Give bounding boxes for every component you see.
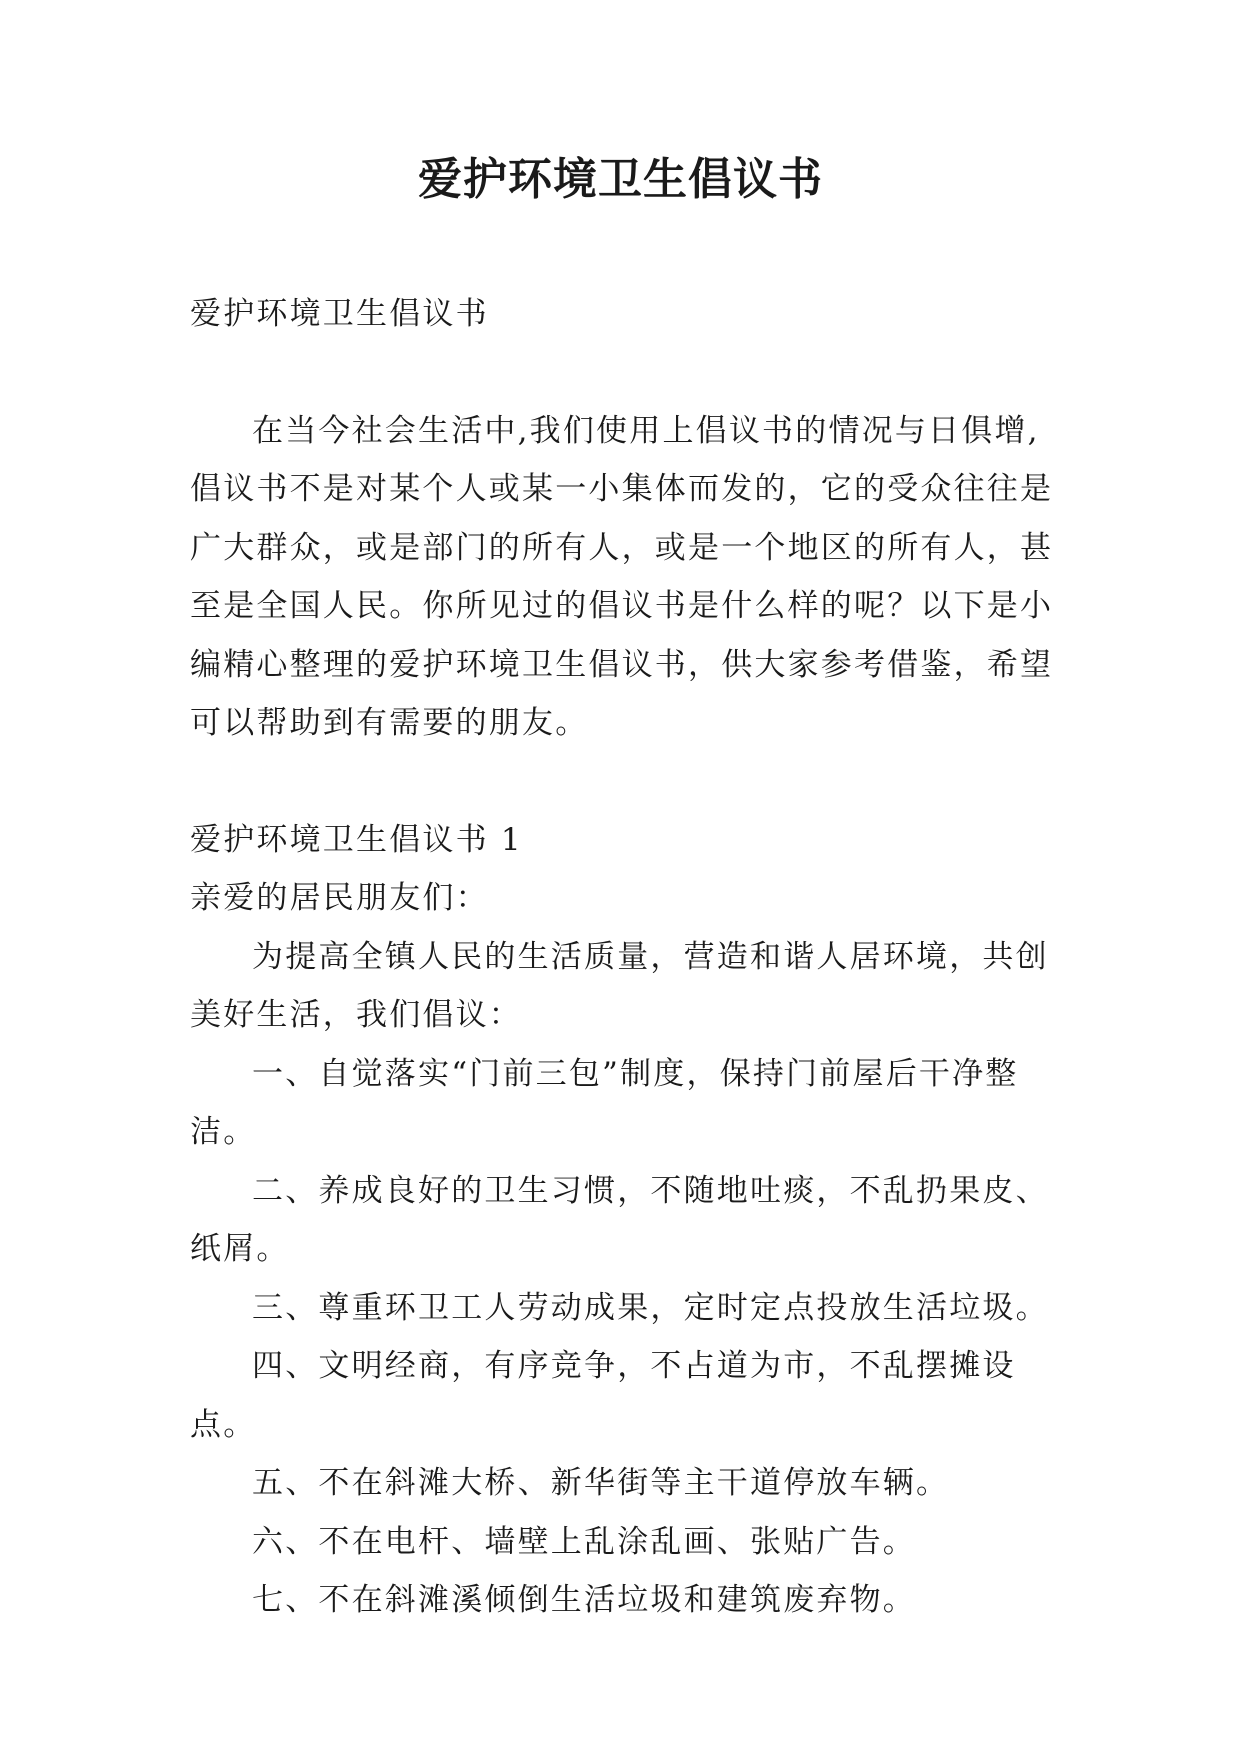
proposal-item-7: 七、不在斜滩溪倾倒生活垃圾和建筑废弃物。 [252,1582,916,1618]
document-subtitle: 爱护环境卫生倡议书 [190,296,489,332]
intro-paragraph: 在当今社会生活中,我们使用上倡议书的情况与日俱增,倡议书不是对某个人或某一小集体而发的，它的受众往往是广大群众，或是部门的所有人，或是一个地区的所有人，甚至是全国人民。你所见过的倡议书是什么样的呢？以下是小编精心整理的爱护环境卫生倡议书，供大家参考借鉴，希望可以帮助到有需要的朋友。 [190,412,1054,741]
document-body [190,285,1065,1630]
proposal-item-2: 二、养成良好的卫生习惯，不随地吐痰，不乱扔果皮、纸屑。 [190,1172,1049,1267]
document-title: 爱护环境卫生倡议书 [418,154,823,205]
proposal-item-6: 六、不在电杆、墙壁上乱涂乱画、张贴广告。 [252,1523,916,1560]
salutation: 亲爱的居民朋友们： [190,880,489,916]
proposal-intro: 为提高全镇人民的生活质量，营造和谐人居环境，共创美好生活，我们倡议： [190,938,1049,1033]
proposal-item-3: 三、尊重环卫工人劳动成果，定时定点投放生活垃圾。 [252,1289,1049,1326]
section-heading: 爱护环境卫生倡议书 1 [190,821,523,858]
proposal-item-1: 一、自觉落实“门前三包”制度，保持门前屋后干净整洁。 [190,1055,1019,1150]
proposal-item-5: 五、不在斜滩大桥、新华街等主干道停放车辆。 [252,1465,950,1501]
proposal-item-4: 四、文明经商，有序竞争，不占道为市，不乱摆摊设点。 [190,1348,1016,1443]
